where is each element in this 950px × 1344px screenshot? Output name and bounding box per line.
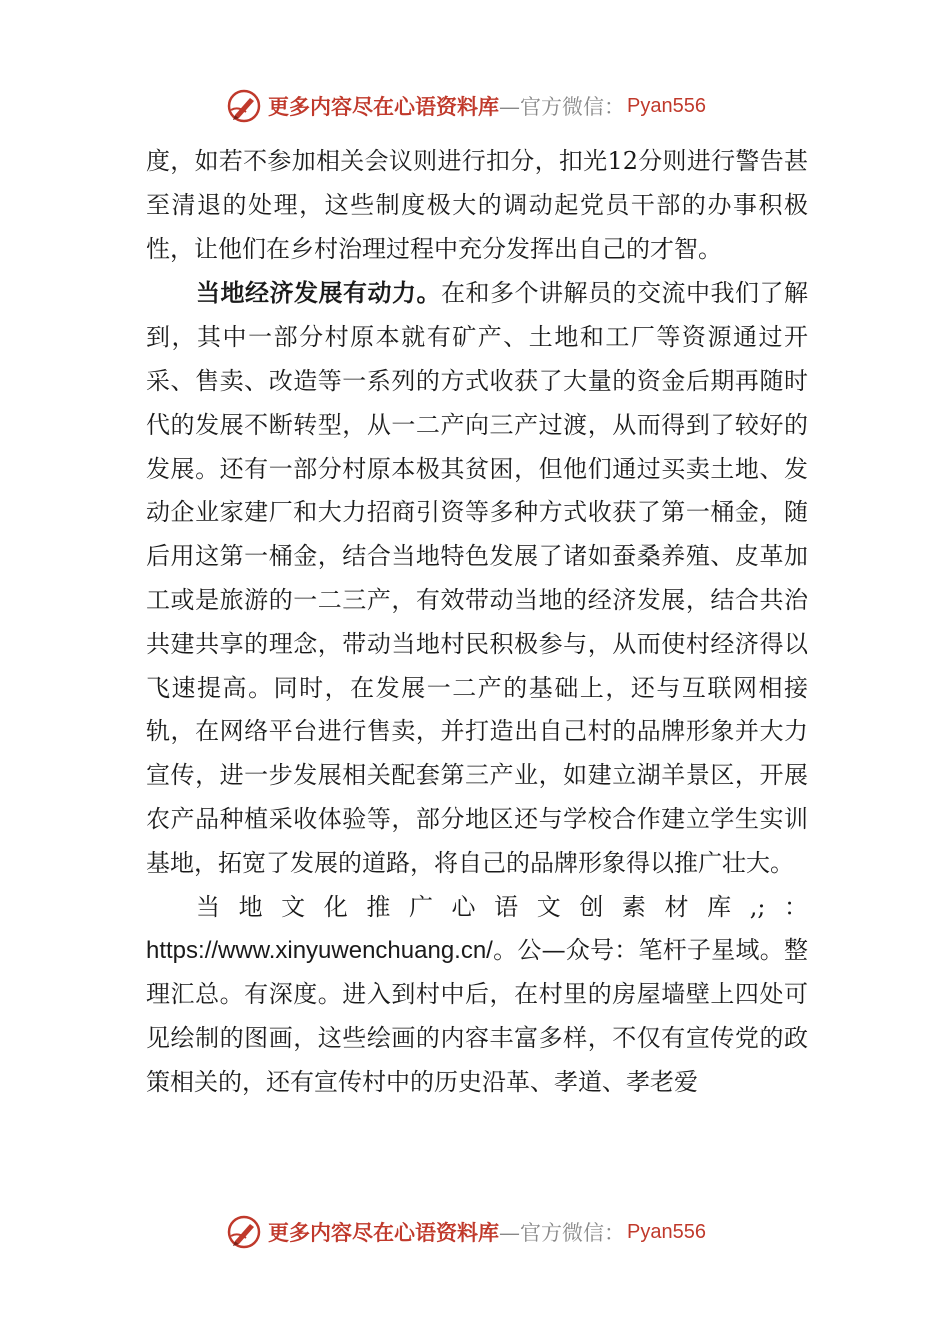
footer-watermark [226,1212,746,1252]
paragraph-text: 在和多个讲解员的交流中我们了解到，其中一部分村原本就有矿产、土地和工厂等资源通过开采、售卖、改造等一系列的方式收获了大量的资金后期再随时代的发展不断转型，从一二产向三产过渡，从而得到了较好的发展。还有一部分村原本极其贫困，但他们通过买卖土地、发动企业家建厂和大力招商引资等多种方式收获了第一桶金，随后用这第一桶金，结合当地特色发展了诸如蚕桑养殖、皮革加工或是旅游的一二三产，有效带动当地的经济发展，结合共治共建共享的理念，带动当地村民积极参与，从而使村经济得以飞速提高。同时，在发展一二产的基础上，还与互联网相接轨，在网络平台进行售卖，并打造出自己村的品牌形象并大力宣传，进一步发展相关配套第三产业，如建立湖羊景区，开展农产品种植采收体验等，部分地区还与学校合作建立学生实训基地，拓宽了发展的道路，将自己的品牌形象得以推广壮大。 [146,279,808,877]
paragraph-text-intro: 当地文化推广心语文创素材库,;： [196,892,808,921]
header-watermark [226,86,746,126]
pen-logo-icon [226,88,262,124]
paragraph-continuation [146,140,808,271]
watermark-site-text: 更多内容尽在心语资料库 [268,94,499,119]
paragraph-culture [146,886,808,1105]
website-link[interactable]: https://www.xinyuwenchuang.cn/ [146,937,493,965]
watermark-wechat-id: Pyan556 [627,1220,706,1243]
paragraph-lead-heading: 当地经济发展有动力。 [196,278,441,308]
watermark-separator: —官方微信： [499,95,625,119]
watermark-wechat-id: Pyan556 [627,94,706,117]
document-body [146,140,808,1105]
paragraph-text-rest: 。公—众号：笔杆子星域。整理汇总。有深度。进入到村中后，在村里的房屋墙壁上四处可见绘制的图画，这些绘画的内容丰富多样，不仅有宣传党的政策相关的，还有宣传村中的历史沿革、孝道、孝老爱 [146,936,808,1096]
paragraph-economy [146,271,808,885]
pen-logo-icon [226,1214,262,1250]
watermark-site-text: 更多内容尽在心语资料库 [268,1220,499,1245]
watermark-separator: —官方微信： [499,1221,625,1245]
paragraph-text: 度，如若不参加相关会议则进行扣分，扣光12分则进行警告甚至清退的处理，这些制度极大的调动起党员干部的办事积极性，让他们在乡村治理过程中充分发挥出自己的才智。 [146,147,808,263]
